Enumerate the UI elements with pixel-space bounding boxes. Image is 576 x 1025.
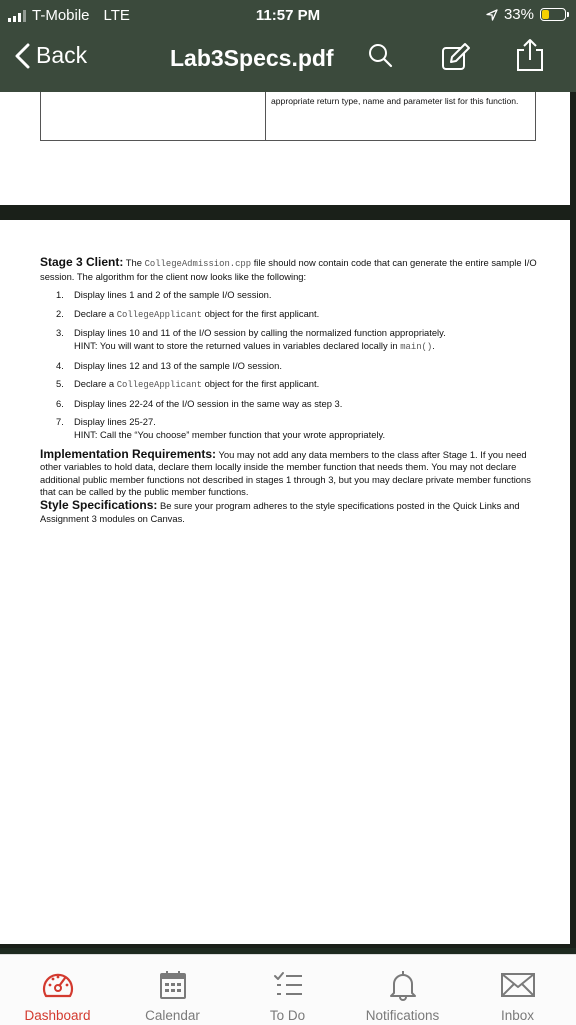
mail-icon <box>500 969 536 1001</box>
tab-notifications[interactable] <box>345 955 460 1025</box>
chevron-left-icon <box>14 43 30 69</box>
tab-calendar[interactable] <box>115 955 230 1025</box>
list-item: 4. Display lines 12 and 13 of the sample I/O session. <box>56 359 282 371</box>
list-item: 1. Display lines 1 and 2 of the sample I/O session. <box>56 289 272 301</box>
stage3-paragraph: Stage 3 Client: The CollegeAdmission.cpp file should now contain code that can generate the entire sample I/O session. The algorithm for the client now looks like the following: <box>40 255 537 282</box>
tab-label: Inbox <box>500 1008 535 1023</box>
list-item: 2. Declare a CollegeApplicant object for the first applicant. <box>56 307 320 320</box>
status-time: 11:57 PM <box>255 7 321 24</box>
list-item: 5. Declare a CollegeApplicant object for the first applicant. <box>56 378 320 391</box>
code-text: main() <box>400 341 433 352</box>
back-label: Back <box>36 42 88 68</box>
tab-label: Notifications <box>365 1008 440 1023</box>
pdf-page <box>0 92 570 205</box>
list-item: 7. Display lines 25-27. HINT: Call the “You choose” member function that your wrote appropriately. <box>56 416 386 440</box>
style-heading: Style Specifications: <box>40 497 158 512</box>
network-type: LTE <box>103 7 130 24</box>
implementation-heading: Implementation Requirements: <box>40 446 217 461</box>
status-bar <box>0 0 576 32</box>
calendar-icon <box>158 969 188 1001</box>
code-text: CollegeApplicant <box>116 309 202 320</box>
carrier-name: T-Mobile <box>32 7 90 24</box>
battery-icon <box>540 8 566 21</box>
document-title: Lab3Specs.pdf <box>170 45 334 71</box>
app-header <box>0 0 576 92</box>
bell-icon <box>388 969 418 1001</box>
dashboard-icon <box>41 969 75 1001</box>
list-item: 6. Display lines 22-24 of the I/O session in the same way as step 3. <box>56 397 343 409</box>
table-cell: appropriate return type, name and parameter list for this function. <box>271 96 519 106</box>
todo-list-icon <box>272 969 304 1001</box>
tab-label: Calendar <box>145 1008 200 1023</box>
implementation-paragraph: Implementation Requirements: You may not add any data members to the class after Stage 1. If you need other variables to hold data, declare them locally inside the member function that needs them. You may not declare additional public member functions not described in stages 1 through 3, but you may declare private member functions that can be called by the public member functions. <box>40 446 531 498</box>
share-icon[interactable] <box>515 38 545 72</box>
pdf-page <box>0 220 570 944</box>
list-item: 3. Display lines 10 and 11 of the I/O session by calling the normalized function appropriately. HINT: You will want to store the returned values in variables declared locally in main(). <box>56 327 446 352</box>
style-paragraph: Style Specifications: Be sure your program adheres to the style specifications posted in the Quick Links and Assignment 3 modules on Canvas. <box>40 497 520 524</box>
stage3-heading: Stage 3 Client: <box>40 255 124 269</box>
tab-dashboard[interactable] <box>0 955 115 1025</box>
algorithm-steps <box>40 289 542 441</box>
tab-label: Dashboard <box>24 1008 91 1023</box>
code-text: CollegeAdmission.cpp <box>144 259 252 269</box>
location-arrow-icon <box>486 9 498 21</box>
pdf-viewer[interactable] <box>0 92 576 948</box>
battery-percent: 33% <box>503 6 534 23</box>
tab-label: To Do <box>269 1008 306 1023</box>
tab-todo[interactable] <box>230 955 345 1025</box>
back-button[interactable] <box>14 42 87 69</box>
code-text: CollegeApplicant <box>116 380 202 391</box>
search-icon[interactable] <box>368 42 394 70</box>
page-content <box>40 256 542 525</box>
table-fragment <box>40 92 536 141</box>
tab-bar <box>0 954 576 1025</box>
annotate-icon[interactable] <box>441 42 471 72</box>
status-right <box>486 6 566 23</box>
tab-inbox[interactable] <box>460 955 575 1025</box>
navigation-bar <box>0 36 576 82</box>
